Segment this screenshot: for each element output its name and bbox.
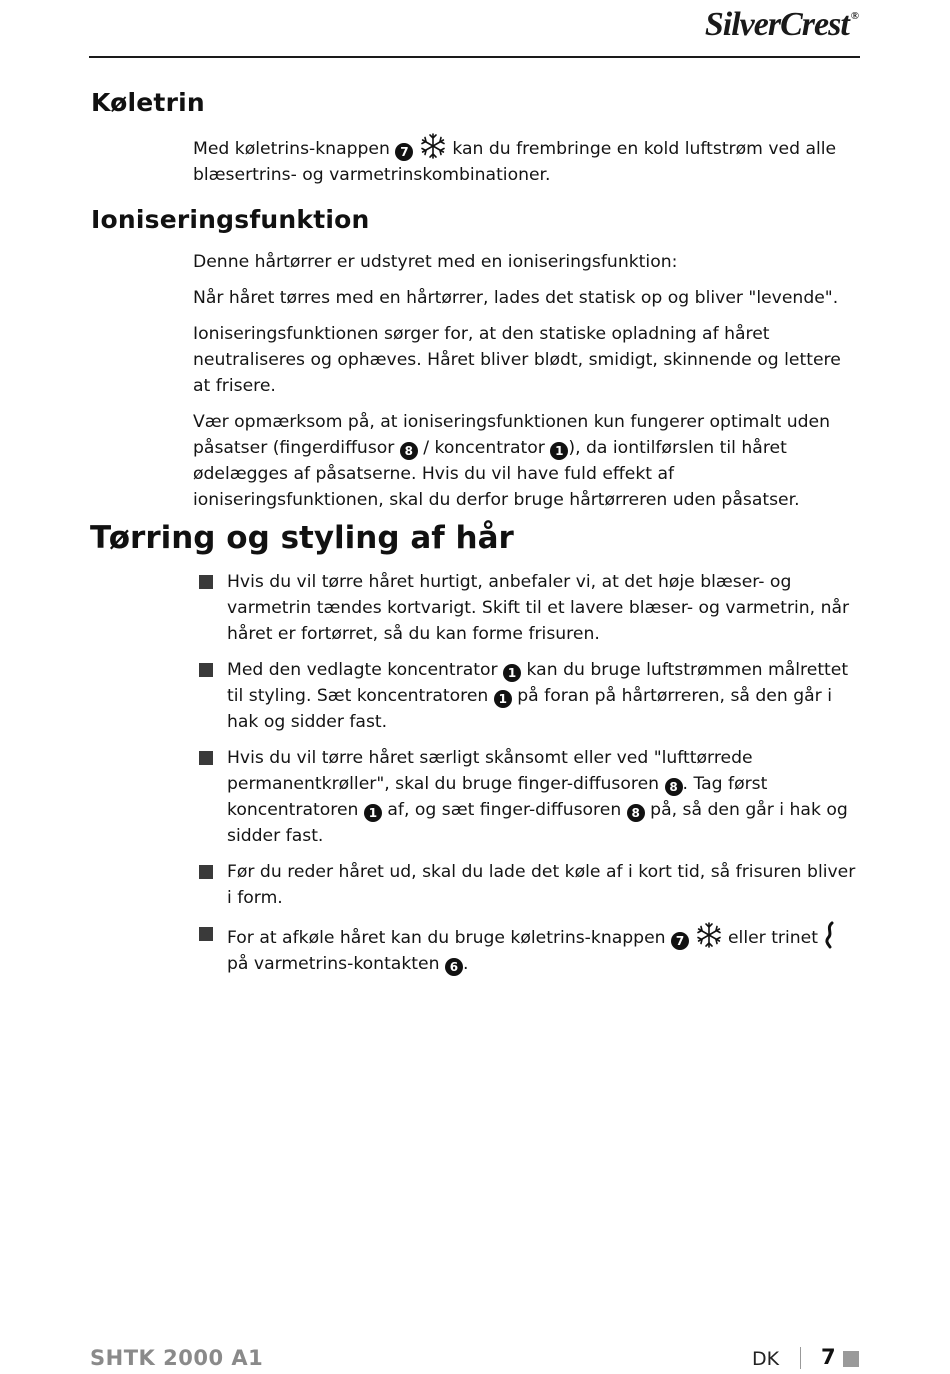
bullet-square <box>199 575 213 589</box>
list-item: For at afkøle håret kan du bruge køletrins-knappen 7 eller trinet på varmetrins-kontakten 6 . <box>199 921 859 977</box>
koletrin-paragraph: Med køletrins-knappen 7 kan du frembringe en kold luftstrøm ved alle blæsertrins- og varmetrinskombinationer. <box>193 132 858 188</box>
koletrin-text <box>193 132 858 198</box>
list-item: Med den vedlagte koncentrator 1 kan du bruge luftstrømmen målrettet til styling. Sæt koncentratoren 1 på foran på hårtørreren, så den går i hak og sidder fast. <box>199 657 859 735</box>
bullet-square <box>199 927 213 941</box>
ionisering-paragraph-2: Når håret tørres med en hårtørrer, lades det statisk op og bliver "levende". <box>193 288 839 308</box>
section-title-ionisering: Ioniseringsfunktion <box>91 205 370 234</box>
list-item: Hvis du vil tørre håret hurtigt, anbefaler vi, at det høje blæser- og varmetrin tændes kortvarigt. Skift til et lavere blæser- og varmetrin, når håret er fortørret, så du kan forme frisuren. <box>199 569 859 647</box>
ref-number-7: 7 <box>671 932 689 950</box>
ref-number-1: 1 <box>494 690 512 708</box>
list-item: Før du reder håret ud, skal du lade det køle af i kort tid, så frisuren bliver i form. <box>199 859 859 911</box>
ionisering-text <box>193 249 858 523</box>
ionisering-paragraph-3: Ioniseringsfunktionen sørger for, at den statiske opladning af håret neutraliseres og ophæves. Håret bliver blødt, smidigt, skinnende og lettere at frisere. <box>193 324 841 396</box>
ref-number-1: 1 <box>550 442 568 460</box>
ref-number-8: 8 <box>627 804 645 822</box>
section-title-torring: Tørring og styling af hår <box>90 520 514 556</box>
footer-language: DK <box>752 1348 780 1370</box>
footer-divider <box>800 1347 801 1369</box>
list-item: Hvis du vil tørre håret særligt skånsomt eller ved "lufttørrede permanentkrøller", skal du bruge finger-diffusoren 8 . Tag først koncentratoren 1 af, og sæt finger-diffusoren 8 på, så den går i hak og sidder fast. <box>199 745 859 849</box>
page-number: 7 <box>821 1345 836 1369</box>
heat-wave-icon <box>823 921 837 949</box>
ref-number-1: 1 <box>364 804 382 822</box>
ref-number-8: 8 <box>400 442 418 460</box>
ref-number-6: 6 <box>445 958 463 976</box>
ref-number-7: 7 <box>395 143 413 161</box>
snowflake-icon <box>419 132 447 160</box>
torring-bullet-list <box>199 569 859 987</box>
ionisering-paragraph-4: Vær opmærksom på, at ioniseringsfunktionen kun fungerer optimalt uden påsatser (fingerdiffusor 8 / koncentrator 1 ), da iontilførslen til håret ødelægges af påsatserne. Hvis du vil have fuld effekt af ioniseringsfunktionen, skal du derfor bruge hårtørreren uden påsatser. <box>193 412 830 510</box>
ref-number-8: 8 <box>665 778 683 796</box>
bullet-square <box>199 751 213 765</box>
section-title-koletrin: Køletrin <box>91 88 205 117</box>
bullet-square <box>199 663 213 677</box>
ionisering-paragraph-1: Denne hårtørrer er udstyret med en ioniseringsfunktion: <box>193 252 678 272</box>
header-rule <box>89 56 860 58</box>
brand-logo: SilverCrest ® <box>704 6 858 43</box>
snowflake-icon <box>695 921 723 949</box>
footer-model: SHTK 2000 A1 <box>90 1346 264 1370</box>
ref-number-1: 1 <box>503 664 521 682</box>
footer-square-marker <box>843 1351 859 1367</box>
bullet-square <box>199 865 213 879</box>
